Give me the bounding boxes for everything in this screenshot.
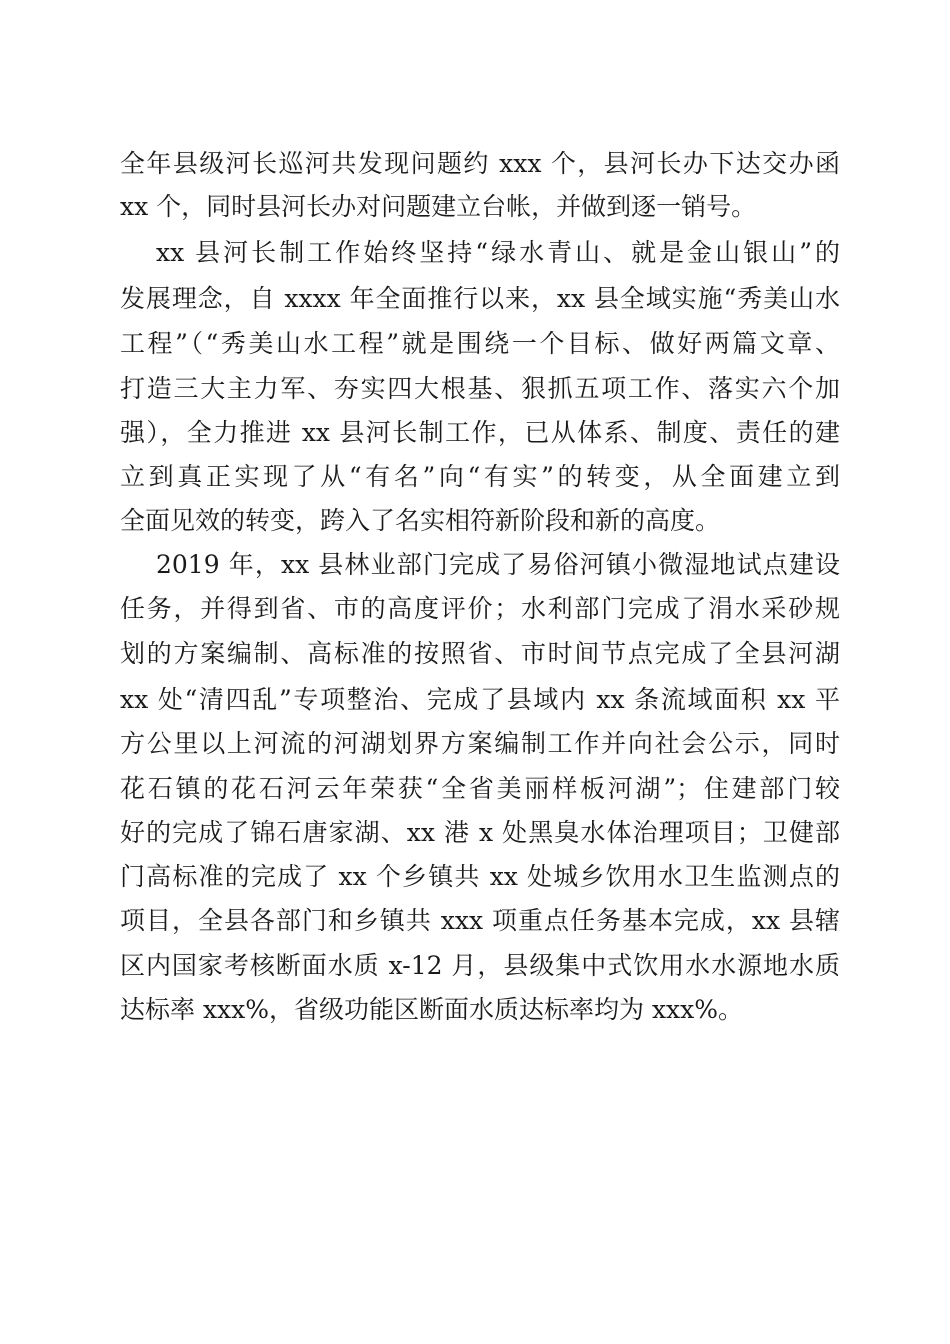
paragraph-2-line-7: 全面见效的转变，跨入了名实相符新阶段和新的高度。 — [120, 506, 721, 535]
paragraph-2-line-1: xx 县河长制工作始终坚持“绿水青山、就是金山银山”的 — [156, 238, 840, 267]
paragraph-3-line-3: 划的方案编制、高标准的按照省、市时间节点完成了全县河湖 — [120, 639, 840, 668]
paragraph-3-line-9: 项目，全县各部门和乡镇共 xxx 项重点任务基本完成，xx 县辖 — [120, 906, 840, 935]
paragraph-3-line-2: 任务，并得到省、市的高度评价；水利部门完成了涓水采砂规 — [120, 594, 840, 623]
paragraph-3-line-5: 方公里以上河流的河湖划界方案编制工作并向社会公示，同时 — [120, 729, 840, 758]
paragraph-3-line-4: xx 处“清四乱”专项整治、完成了县域内 xx 条流域面积 xx 平 — [120, 685, 840, 714]
paragraph-2-line-6: 立到真正实现了从“有名”向“有实”的转变，从全面建立到 — [120, 462, 840, 491]
paragraph-2-line-5: 强），全力推进 xx 县河长制工作，已从体系、制度、责任的建 — [120, 418, 840, 447]
paragraph-3-line-11: 达标率 xxx%，省级功能区断面水质达标率均为 xxx%。 — [120, 995, 743, 1024]
paragraph-1-line-2: xx 个，同时县河长办对问题建立台帐，并做到逐一销号。 — [120, 192, 757, 221]
paragraph-3-line-1: 2019 年，xx 县林业部门完成了易俗河镇小微湿地试点建设 — [156, 550, 840, 579]
paragraph-3-line-8: 门高标准的完成了 xx 个乡镇共 xx 处城乡饮用水卫生监测点的 — [120, 862, 840, 891]
paragraph-3-line-10: 区内国家考核断面水质 x-12 月，县级集中式饮用水水源地水质 — [120, 951, 840, 980]
paragraph-3-line-6: 花石镇的花石河云年荣获“全省美丽样板河湖”；住建部门较 — [120, 774, 840, 803]
paragraph-3-line-7: 好的完成了锦石唐家湖、xx 港 x 处黑臭水体治理项目；卫健部 — [120, 818, 840, 847]
paragraph-2-line-2: 发展理念，自 xxxx 年全面推行以来，xx 县全域实施“秀美山水 — [120, 284, 840, 313]
paragraph-2-line-4: 打造三大主力军、夯实四大根基、狠抓五项工作、落实六个加 — [120, 374, 840, 403]
paragraph-2-line-3: 工程”（“秀美山水工程”就是围绕一个目标、做好两篇文章、 — [120, 329, 840, 358]
paragraph-1-line-1: 全年县级河长巡河共发现问题约 xxx 个，县河长办下达交办函 — [120, 149, 840, 178]
